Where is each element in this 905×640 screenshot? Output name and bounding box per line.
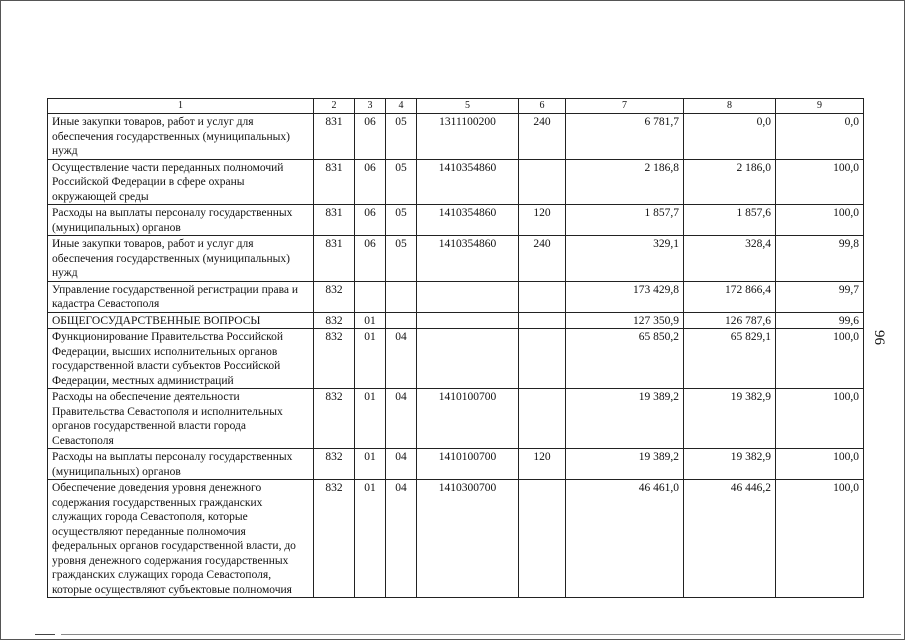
column-header: 3 xyxy=(355,99,386,114)
percent-col9: 99,6 xyxy=(776,312,864,329)
percent-col9: 100,0 xyxy=(776,159,864,205)
expense-type-code: 120 xyxy=(519,205,566,236)
amount-col8: 2 186,0 xyxy=(684,159,776,205)
percent-col9: 100,0 xyxy=(776,205,864,236)
department-code: 831 xyxy=(314,205,355,236)
expense-name: ОБЩЕГОСУДАРСТВЕННЫЕ ВОПРОСЫ xyxy=(48,312,314,329)
expense-type-code: 240 xyxy=(519,114,566,160)
percent-col9: 100,0 xyxy=(776,480,864,598)
amount-col8: 126 787,6 xyxy=(684,312,776,329)
target-article-code: 1311100200 xyxy=(417,114,519,160)
amount-col7: 173 429,8 xyxy=(566,281,684,312)
subsection-code: 05 xyxy=(386,114,417,160)
table-row xyxy=(48,205,864,236)
amount-col8: 0,0 xyxy=(684,114,776,160)
department-code: 831 xyxy=(314,114,355,160)
section-code: 06 xyxy=(355,114,386,160)
percent-col9: 100,0 xyxy=(776,329,864,389)
subsection-code xyxy=(386,312,417,329)
amount-col8: 65 829,1 xyxy=(684,329,776,389)
column-header: 8 xyxy=(684,99,776,114)
amount-col8: 328,4 xyxy=(684,236,776,282)
subsection-code: 05 xyxy=(386,159,417,205)
subsection-code: 04 xyxy=(386,480,417,598)
expense-type-code: 240 xyxy=(519,236,566,282)
column-header: 1 xyxy=(48,99,314,114)
percent-col9: 99,7 xyxy=(776,281,864,312)
page-number: 96 xyxy=(871,330,887,345)
expense-type-code xyxy=(519,389,566,449)
section-code: 01 xyxy=(355,449,386,480)
table-row xyxy=(48,449,864,480)
target-article-code xyxy=(417,281,519,312)
expense-type-code xyxy=(519,312,566,329)
target-article-code: 1410100700 xyxy=(417,449,519,480)
amount-col7: 2 186,8 xyxy=(566,159,684,205)
target-article-code xyxy=(417,312,519,329)
percent-col9: 99,8 xyxy=(776,236,864,282)
section-code: 06 xyxy=(355,205,386,236)
percent-col9: 100,0 xyxy=(776,449,864,480)
expense-type-code xyxy=(519,281,566,312)
expense-name: Иные закупки товаров, работ и услуг для обеспечения государственных (муниципальных) нужд xyxy=(48,114,314,160)
expense-type-code xyxy=(519,480,566,598)
subsection-code: 04 xyxy=(386,329,417,389)
percent-col9: 100,0 xyxy=(776,389,864,449)
section-code: 06 xyxy=(355,236,386,282)
amount-col7: 329,1 xyxy=(566,236,684,282)
target-article-code: 1410100700 xyxy=(417,389,519,449)
section-code xyxy=(355,281,386,312)
amount-col7: 1 857,7 xyxy=(566,205,684,236)
expense-name: Расходы на обеспечение деятельности Правительства Севастополя и исполнительных органов государственной власти города Севастополя xyxy=(48,389,314,449)
amount-col7: 19 389,2 xyxy=(566,449,684,480)
amount-col8: 172 866,4 xyxy=(684,281,776,312)
target-article-code: 1410300700 xyxy=(417,480,519,598)
section-code: 01 xyxy=(355,312,386,329)
amount-col8: 1 857,6 xyxy=(684,205,776,236)
expense-name: Осуществление части переданных полномочий Российской Федерации в сфере охраны окружающей среды xyxy=(48,159,314,205)
expense-name: Функционирование Правительства Российской Федерации, высших исполнительных органов государственной власти субъектов Российской Федерации, местных администраций xyxy=(48,329,314,389)
table-row xyxy=(48,114,864,160)
target-article-code xyxy=(417,329,519,389)
department-code: 832 xyxy=(314,329,355,389)
department-code: 832 xyxy=(314,480,355,598)
table-row xyxy=(48,159,864,205)
subsection-code: 05 xyxy=(386,205,417,236)
amount-col7: 6 781,7 xyxy=(566,114,684,160)
budget-table xyxy=(47,98,864,598)
amount-col8: 46 446,2 xyxy=(684,480,776,598)
table-row xyxy=(48,389,864,449)
section-code: 01 xyxy=(355,389,386,449)
amount-col7: 65 850,2 xyxy=(566,329,684,389)
department-code: 832 xyxy=(314,281,355,312)
department-code: 831 xyxy=(314,159,355,205)
department-code: 832 xyxy=(314,449,355,480)
section-code: 01 xyxy=(355,329,386,389)
table-row xyxy=(48,281,864,312)
department-code: 831 xyxy=(314,236,355,282)
table-row xyxy=(48,329,864,389)
column-header: 6 xyxy=(519,99,566,114)
expense-type-code: 120 xyxy=(519,449,566,480)
column-header: 7 xyxy=(566,99,684,114)
expense-type-code xyxy=(519,329,566,389)
column-header: 5 xyxy=(417,99,519,114)
expense-name: Расходы на выплаты персоналу государственных (муниципальных) органов xyxy=(48,205,314,236)
target-article-code: 1410354860 xyxy=(417,205,519,236)
department-code: 832 xyxy=(314,389,355,449)
amount-col7: 19 389,2 xyxy=(566,389,684,449)
section-code: 06 xyxy=(355,159,386,205)
department-code: 832 xyxy=(314,312,355,329)
table-row xyxy=(48,312,864,329)
table-row xyxy=(48,236,864,282)
column-header: 4 xyxy=(386,99,417,114)
expense-name: Расходы на выплаты персоналу государственных (муниципальных) органов xyxy=(48,449,314,480)
subsection-code xyxy=(386,281,417,312)
section-code: 01 xyxy=(355,480,386,598)
target-article-code: 1410354860 xyxy=(417,236,519,282)
header-row xyxy=(48,99,864,114)
expense-name: Управление государственной регистрации права и кадастра Севастополя xyxy=(48,281,314,312)
subsection-code: 04 xyxy=(386,389,417,449)
expense-name: Иные закупки товаров, работ и услуг для обеспечения государственных (муниципальных) нужд xyxy=(48,236,314,282)
table-row xyxy=(48,480,864,598)
amount-col7: 127 350,9 xyxy=(566,312,684,329)
amount-col8: 19 382,9 xyxy=(684,389,776,449)
scan-edge-line xyxy=(61,634,901,635)
column-header: 2 xyxy=(314,99,355,114)
scan-edge-line xyxy=(35,634,55,635)
target-article-code: 1410354860 xyxy=(417,159,519,205)
percent-col9: 0,0 xyxy=(776,114,864,160)
amount-col8: 19 382,9 xyxy=(684,449,776,480)
expense-name: Обеспечение доведения уровня денежного содержания государственных гражданских служащих города Севастополя, которые осуществляют переданные полномочия федеральных органов государственной власти, до уровня денежного содержания государственных гражданских служащих города Севастополя, которые осуществляют субъектовые полномочия xyxy=(48,480,314,598)
expense-type-code xyxy=(519,159,566,205)
subsection-code: 04 xyxy=(386,449,417,480)
amount-col7: 46 461,0 xyxy=(566,480,684,598)
subsection-code: 05 xyxy=(386,236,417,282)
column-header: 9 xyxy=(776,99,864,114)
